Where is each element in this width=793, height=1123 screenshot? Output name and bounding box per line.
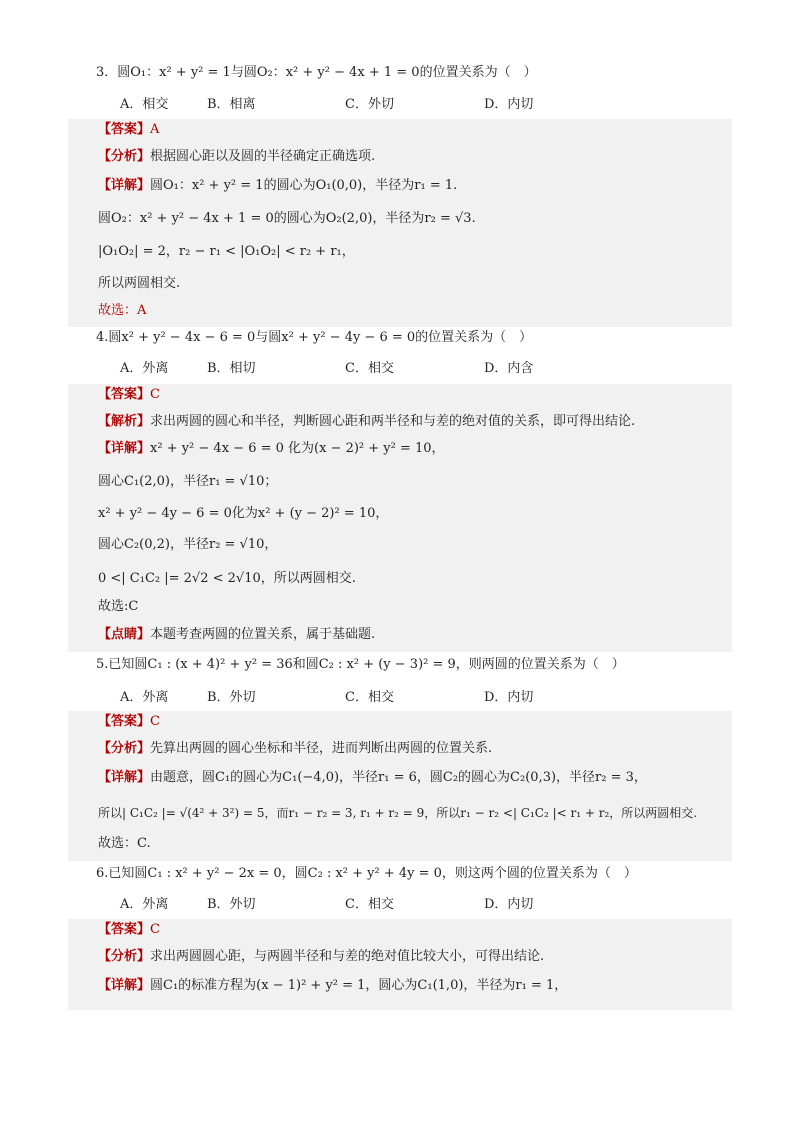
- choice-line: [98, 302, 146, 320]
- option-d: D．内切: [484, 897, 534, 912]
- option-d: D．内切: [484, 690, 534, 705]
- question-6-stem: 6.已知圆C₁ : x² + y² − 2x = 0，圆C₂ : x² + y² + 4y = 0，则这两个圆的位置关系为（ ）: [96, 866, 637, 881]
- answer-label: 【答案】: [98, 122, 151, 137]
- line-text: x² + y² − 4x − 6 = 0 化为(x − 2)² + y² = 10，: [150, 441, 445, 456]
- option-d: D．内含: [484, 361, 534, 376]
- question-3-options: [0, 93, 793, 111]
- analysis-line: [98, 948, 544, 966]
- question-4-stem: 4.圆x² + y² − 4x − 6 = 0与圆x² + y² − 4y − 6 = 0的位置关系为（ ）: [96, 330, 533, 345]
- option-c: C．相交: [345, 361, 394, 376]
- line-text: 本题考查两圆的位置关系，属于基础题.: [150, 627, 376, 642]
- line-label: 【分析】: [98, 149, 151, 164]
- question-5-solution-box: [68, 711, 732, 861]
- line-label: 【点睛】: [98, 627, 151, 642]
- choice-line: [98, 835, 151, 853]
- line-text: 所以两圆相交.: [98, 276, 181, 291]
- question-3-solution-box: [68, 119, 732, 327]
- detail-line: [98, 275, 180, 293]
- answer-value: C: [150, 387, 160, 402]
- choice-line: [98, 598, 138, 616]
- option-a: A．外离: [120, 361, 169, 376]
- line-text: x² + y² − 4y − 6 = 0化为x² + (y − 2)² = 10，: [98, 506, 389, 521]
- line-text: 先算出两圆的圆心坐标和半径，进而判断出两圆的位置关系.: [150, 741, 493, 756]
- line-label: 【详解】: [98, 178, 151, 193]
- option-c: C．相交: [345, 690, 394, 705]
- question-4-solution-box: [68, 384, 732, 652]
- answer-line: [98, 386, 160, 404]
- line-label: 【详解】: [98, 770, 151, 785]
- detail-line: [98, 210, 476, 228]
- option-a: A．外离: [120, 897, 169, 912]
- line-text: 根据圆心距以及圆的半径确定正确选项.: [150, 149, 376, 164]
- option-a: A．外离: [120, 690, 169, 705]
- detail-line: [98, 977, 567, 995]
- line-text: 圆心C₂(0,2)，半径r₂ = √10，: [98, 537, 278, 552]
- line-text: 故选:C: [98, 599, 139, 614]
- answer-line: [98, 713, 160, 731]
- answer-line: [98, 121, 159, 139]
- detail-line: [98, 769, 647, 787]
- option-b: B．外切: [207, 690, 256, 705]
- question-4-options: [0, 357, 793, 375]
- line-label: 【分析】: [98, 949, 151, 964]
- line-label: 【详解】: [98, 441, 151, 456]
- line-label: 【分析】: [98, 741, 151, 756]
- answer-value: A: [150, 122, 160, 137]
- detail-line: [98, 440, 445, 458]
- detail-line: [98, 804, 697, 822]
- question-6-options: [0, 893, 793, 911]
- option-b: B．相切: [207, 361, 256, 376]
- answer-value: C: [150, 922, 160, 937]
- detail-line: [98, 243, 355, 261]
- answer-label: 【答案】: [98, 714, 151, 729]
- option-b: B．相离: [207, 97, 256, 112]
- option-d: D．内切: [484, 97, 534, 112]
- line-label: 【详解】: [98, 978, 151, 993]
- detail-line: [98, 570, 356, 588]
- answer-line: [98, 921, 160, 939]
- analysis-line: [98, 413, 635, 431]
- option-c: C．相交: [345, 897, 394, 912]
- line-text: 圆O₁：x² + y² = 1的圆心为O₁(0,0)，半径为r₁ = 1.: [150, 178, 458, 193]
- question-3-stem: 3．圆O₁：x² + y² = 1与圆O₂：x² + y² − 4x + 1 = 0的位置关系为（ ）: [96, 65, 537, 80]
- line-text: 故选：C.: [98, 836, 151, 851]
- question-5-options: [0, 686, 793, 704]
- option-c: C．外切: [345, 97, 394, 112]
- line-text: 求出两圆的圆心和半径，判断圆心距和两半径和与差的绝对值的关系，即可得出结论.: [150, 414, 636, 429]
- detail-line: [98, 505, 388, 523]
- line-text: 圆C₁的标准方程为(x − 1)² + y² = 1，圆心为C₁(1,0)，半径为r₁ = 1，: [150, 978, 568, 993]
- line-text: 0 <| C₁C₂ |= 2√2 < 2√10，所以两圆相交.: [98, 571, 356, 586]
- line-text: 圆O₂：x² + y² − 4x + 1 = 0的圆心为O₂(2,0)，半径为r₂ = √3.: [98, 211, 476, 226]
- analysis-line: [98, 148, 375, 166]
- option-b: B．外切: [207, 897, 256, 912]
- line-label: 【解析】: [98, 414, 151, 429]
- detail-line: [98, 177, 457, 195]
- line-text: 故选：A: [98, 303, 147, 318]
- answer-label: 【答案】: [98, 387, 151, 402]
- question-6-solution-box: [68, 919, 732, 1010]
- detail-line: [98, 473, 277, 491]
- line-text: 求出两圆圆心距，与两圆半径和与差的绝对值比较大小，可得出结论.: [150, 949, 545, 964]
- detail-line: [98, 536, 277, 554]
- line-text: 由题意，圆C₁的圆心为C₁(−4,0)，半径r₁ = 6，圆C₂的圆心为C₂(0,3)，半径r₂ = 3，: [150, 770, 647, 785]
- line-text: 圆心C₁(2,0)，半径r₁ = √10；: [98, 474, 278, 489]
- analysis-line: [98, 740, 492, 758]
- question-5-stem: 5.已知圆C₁ : (x + 4)² + y² = 36和圆C₂ : x² + (y − 3)² = 9，则两圆的位置关系为（ ）: [96, 657, 625, 672]
- answer-label: 【答案】: [98, 922, 151, 937]
- option-a: A．相交: [120, 97, 169, 112]
- comment-line: [98, 626, 375, 644]
- line-text: |O₁O₂| = 2，r₂ − r₁ < |O₁O₂| < r₂ + r₁，: [98, 244, 355, 259]
- line-text: 所以| C₁C₂ |= √(4² + 3²) = 5，而r₁ − r₂ = 3, r₁ + r₂ = 9，所以r₁ − r₂ <| C₁C₂ |< r₁ + r₂，所以两圆相交.: [98, 806, 698, 820]
- answer-value: C: [150, 714, 160, 729]
